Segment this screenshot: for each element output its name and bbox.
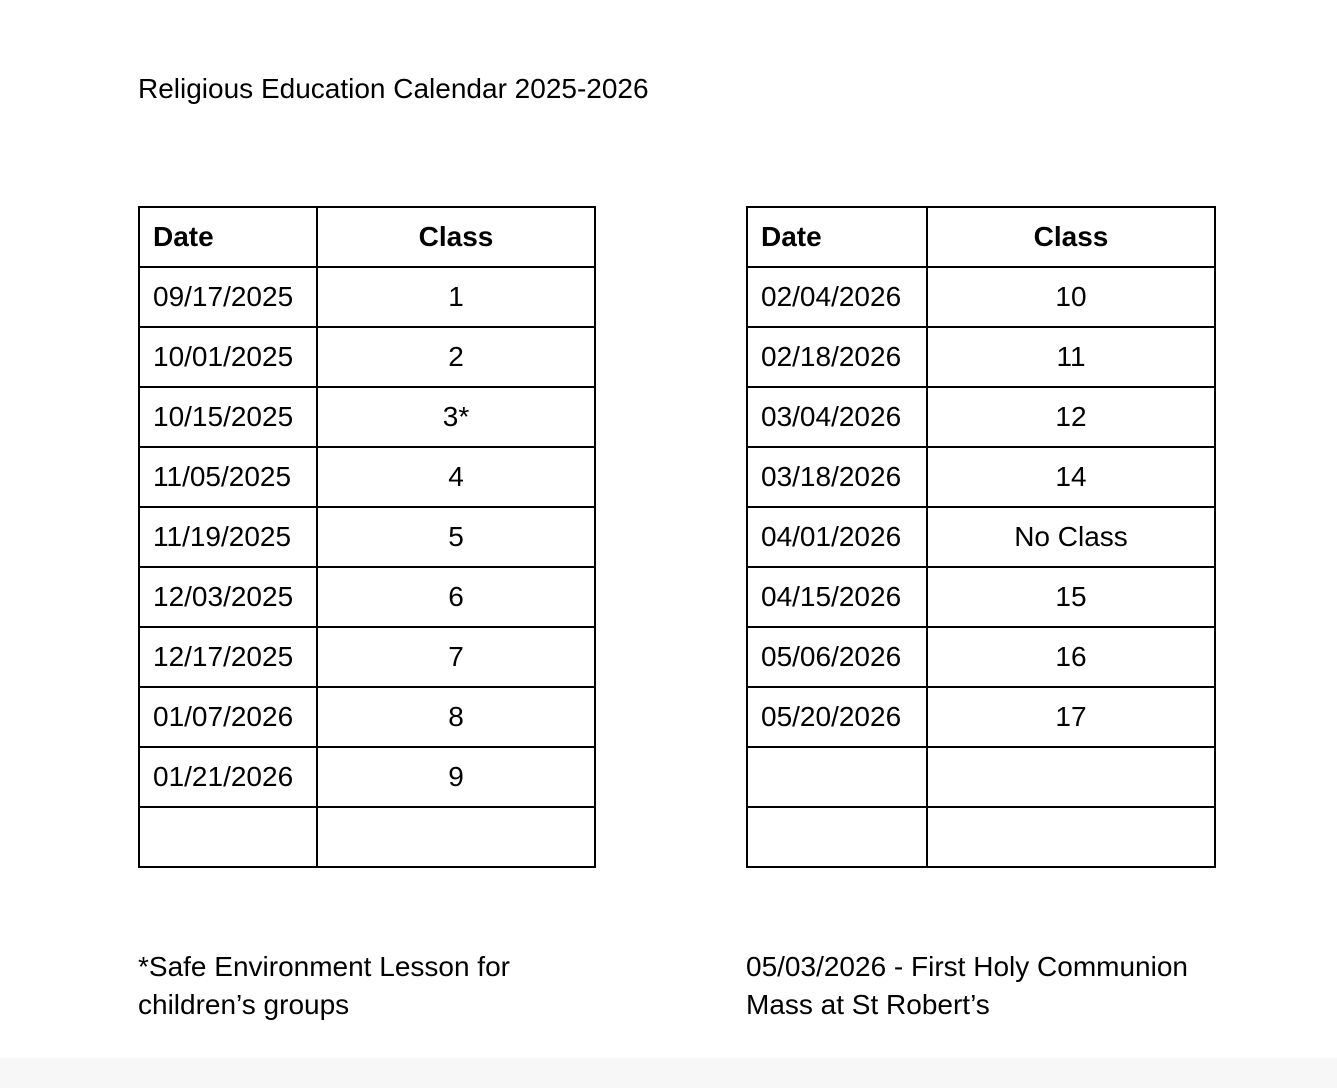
class-cell: 1 bbox=[317, 267, 595, 327]
class-cell: 10 bbox=[927, 267, 1215, 327]
table-row bbox=[139, 387, 595, 447]
date-cell: 11/05/2025 bbox=[139, 447, 317, 507]
table-row bbox=[139, 327, 595, 387]
class-cell: 9 bbox=[317, 747, 595, 807]
date-cell: 01/07/2026 bbox=[139, 687, 317, 747]
date-cell: 09/17/2025 bbox=[139, 267, 317, 327]
date-cell: 02/18/2026 bbox=[747, 327, 927, 387]
date-cell: 03/18/2026 bbox=[747, 447, 927, 507]
table-row bbox=[747, 507, 1215, 567]
class-cell: 5 bbox=[317, 507, 595, 567]
class-cell: 7 bbox=[317, 627, 595, 687]
class-column-header: Class bbox=[927, 207, 1215, 267]
date-cell: 12/17/2025 bbox=[139, 627, 317, 687]
table-row bbox=[747, 327, 1215, 387]
table-row bbox=[139, 507, 595, 567]
class-cell: 6 bbox=[317, 567, 595, 627]
date-cell: 05/20/2026 bbox=[747, 687, 927, 747]
table-row bbox=[139, 687, 595, 747]
date-cell: 05/06/2026 bbox=[747, 627, 927, 687]
table-row bbox=[747, 567, 1215, 627]
class-cell bbox=[927, 747, 1215, 807]
table-row-empty bbox=[747, 747, 1215, 807]
date-cell: 01/21/2026 bbox=[139, 747, 317, 807]
table-header-row bbox=[747, 207, 1215, 267]
class-cell: 16 bbox=[927, 627, 1215, 687]
class-column-header: Class bbox=[317, 207, 595, 267]
table-row bbox=[139, 747, 595, 807]
date-cell: 10/01/2025 bbox=[139, 327, 317, 387]
date-cell: 04/15/2026 bbox=[747, 567, 927, 627]
calendar-table-right bbox=[746, 206, 1216, 868]
date-cell bbox=[139, 807, 317, 867]
class-cell: 17 bbox=[927, 687, 1215, 747]
date-cell: 02/04/2026 bbox=[747, 267, 927, 327]
footnote-line: *Safe Environment Lesson for bbox=[138, 951, 510, 982]
date-cell: 04/01/2026 bbox=[747, 507, 927, 567]
class-cell bbox=[317, 807, 595, 867]
note-line: 05/03/2026 - First Holy Communion bbox=[746, 951, 1188, 982]
table-row bbox=[747, 447, 1215, 507]
class-cell: 3* bbox=[317, 387, 595, 447]
table-row bbox=[139, 567, 595, 627]
table-row bbox=[747, 387, 1215, 447]
date-cell bbox=[747, 747, 927, 807]
date-cell: 03/04/2026 bbox=[747, 387, 927, 447]
class-cell: 4 bbox=[317, 447, 595, 507]
table-row bbox=[139, 447, 595, 507]
footnote-line: children’s groups bbox=[138, 989, 350, 1020]
class-cell: 12 bbox=[927, 387, 1215, 447]
class-cell: 2 bbox=[317, 327, 595, 387]
date-cell: 11/19/2025 bbox=[139, 507, 317, 567]
class-cell: 8 bbox=[317, 687, 595, 747]
table-row-empty bbox=[139, 807, 595, 867]
table-row bbox=[747, 267, 1215, 327]
table-row-empty bbox=[747, 807, 1215, 867]
safe-environment-footnote bbox=[138, 948, 578, 1024]
date-column-header: Date bbox=[747, 207, 927, 267]
class-cell: No Class bbox=[927, 507, 1215, 567]
class-cell: 14 bbox=[927, 447, 1215, 507]
date-cell bbox=[747, 807, 927, 867]
class-cell: 11 bbox=[927, 327, 1215, 387]
date-cell: 12/03/2025 bbox=[139, 567, 317, 627]
document-title: Religious Education Calendar 2025-2026 bbox=[138, 73, 649, 104]
date-cell: 10/15/2025 bbox=[139, 387, 317, 447]
first-communion-note bbox=[746, 948, 1266, 1024]
date-column-header: Date bbox=[139, 207, 317, 267]
table-row bbox=[747, 627, 1215, 687]
table-row bbox=[139, 267, 595, 327]
calendar-table-left bbox=[138, 206, 596, 868]
class-cell bbox=[927, 807, 1215, 867]
table-header-row bbox=[139, 207, 595, 267]
class-cell: 15 bbox=[927, 567, 1215, 627]
table-row bbox=[139, 627, 595, 687]
table-row bbox=[747, 687, 1215, 747]
note-line: Mass at St Robert’s bbox=[746, 989, 990, 1020]
page-bottom-edge bbox=[0, 1058, 1337, 1088]
